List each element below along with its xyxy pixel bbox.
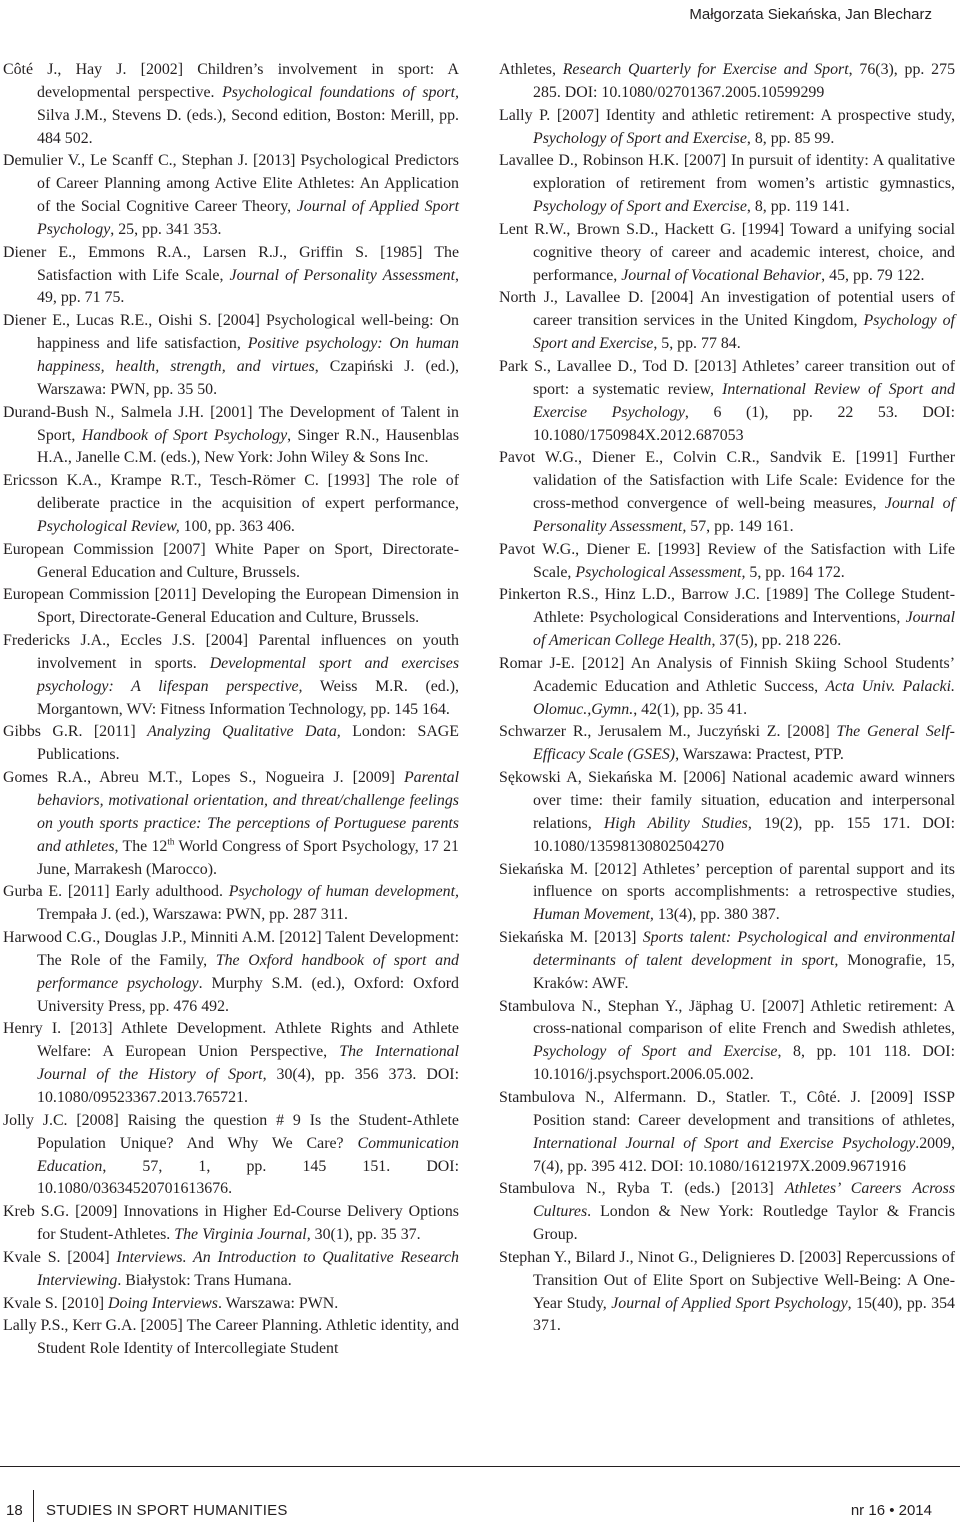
reference-title: Developmental sport and exercises psychology: A lifespan perspective, — [37, 654, 460, 695]
reference-text: Kvale S. [2004] — [3, 1248, 117, 1266]
reference-entry — [499, 287, 955, 356]
reference-text: 13(4), pp. 380 387. — [653, 906, 780, 924]
reference-text: 57, pp. 149 161. — [686, 517, 794, 535]
reference-entry — [3, 59, 459, 150]
reference-text: European Commission [2011] Developing the European Dimension in Sport, Directorate-General Education and Culture, Brussels. — [3, 586, 459, 627]
reference-entry — [3, 539, 459, 585]
reference-entry — [3, 584, 459, 630]
reference-entry — [499, 219, 955, 288]
reference-text: London: SAGE Publications. — [37, 723, 459, 764]
reference-text: Sękowski A, Siekańska M. [2006] National academic award winners over time: their family situation, education and interpersonal relations, — [499, 769, 955, 832]
reference-text: Pavot W.G., Diener E. [1993] Review of the Satisfaction with Life Scale, — [499, 540, 955, 581]
reference-entry — [3, 150, 459, 241]
reference-entry — [3, 1247, 459, 1293]
reference-title: Analyzing Qualitative Data, — [147, 723, 341, 741]
reference-text: . London & New York: Routledge Taylor & Francis Group. — [533, 1203, 955, 1244]
reference-title: Psychology of Sport and Exercise — [533, 312, 955, 353]
reference-text: Lavallee D., Robinson H.K. [2007] In pursuit of identity: A qualitative exploration of retirement from women’s artistic gymnastics, — [499, 152, 955, 193]
reference-entry — [3, 767, 459, 881]
reference-entry — [499, 1087, 955, 1178]
reference-title: Psychological Review, — [37, 517, 180, 535]
reference-text: , 8, pp. 85 99. — [746, 129, 835, 147]
reference-entry — [499, 859, 955, 928]
reference-text: Diener E., Lucas R.E., Oishi S. [2004] Psychological well-being: On happiness and life satisfaction, — [3, 312, 459, 353]
reference-text: Gurba E. [2011] Early adulthood. — [3, 883, 229, 901]
reference-title: Athletes’ Careers Across Cultures — [533, 1180, 955, 1221]
reference-title: Psychology of human development, — [228, 883, 459, 901]
reference-text: Côté J., Hay J. [2002] Children’s involvement in sport: A developmental perspective. — [3, 61, 459, 101]
issue-info: nr 16 • 2014 — [850, 1502, 932, 1519]
reference-title: Journal of American College Health — [533, 609, 955, 650]
reference-entry — [3, 402, 459, 471]
reference-title: Handbook of Sport Psychology — [81, 426, 288, 444]
reference-text: Demulier V., Le Scanff C., Stephan J. [2013] Psychological Predictors of Career Planning among Active Elite Athletes: An Application of the Social Cognitive Career Theory, — [3, 152, 459, 216]
reference-text: . Murphy S.M. (ed.), Oxford: Oxford University Press, pp. 476 492. — [37, 974, 460, 1015]
reference-text: , 19(2), pp. 155 171. DOI: 10.1080/13598130802504270 — [533, 814, 955, 855]
reference-entry — [3, 1315, 459, 1361]
reference-text: Henry I. [2013] Athlete Development. Athlete Rights and Athlete Welfare: A European Union Perspective, — [3, 1020, 459, 1061]
reference-title: International Journal of Sport and Exercise Psychology — [533, 1134, 916, 1152]
references-left-column — [3, 59, 459, 1361]
reference-text: Pinkerton R.S., Hinz L.D., Barrow J.C. [1989] The College Student-Athlete: Psychological Considerations and Interventions, — [499, 586, 955, 627]
reference-entry — [3, 470, 459, 539]
reference-title: The Oxford handbook of sport and performance psychology — [37, 951, 459, 992]
reference-entry — [499, 653, 955, 722]
reference-text: Siekańska M. [2012] Athletes’ perception of parental support and its influence on sports accomplishments: a retrospective studies, — [499, 860, 955, 901]
reference-text: Stephan Y., Bilard J., Ninot G., Delignieres D. [2003] Repercussions of Transition Out of Elite Sport on Subjective Well-Being: A One-Year Study, — [499, 1248, 955, 1312]
reference-entry — [3, 630, 459, 721]
reference-text: , 25, pp. 341 353. — [110, 220, 222, 238]
reference-title: Communication Education — [37, 1134, 459, 1175]
reference-text: , Singer R.N., Hausenblas H.A., Janelle C.M. (eds.), New York: John Wiley & Sons Inc. — [37, 426, 460, 467]
reference-text: Siekańska M. [2013] — [499, 929, 643, 947]
reference-title: Journal of Applied Sport Psychology — [611, 1294, 848, 1312]
reference-title: Acta Univ. Palacki. Olomuc.,Gymn. — [533, 677, 955, 718]
reference-text: , The 12 — [114, 837, 168, 855]
reference-text: . Warszawa: PWN. — [217, 1294, 339, 1312]
journal-name: STUDIES IN SPORT HUMANITIES — [46, 1502, 288, 1519]
reference-text: , 8, pp. 119 141. — [746, 198, 850, 216]
reference-entry — [3, 1018, 459, 1109]
reference-title: Psychological Assessment, — [575, 563, 746, 581]
reference-text: 30(4), pp. 356 373. DOI: 10.1080/09523367.2013.765721. — [37, 1066, 459, 1106]
reference-text: 100, pp. 363 406. — [179, 517, 295, 535]
reference-entry — [3, 1201, 459, 1247]
reference-title: Doing Interviews — [108, 1294, 218, 1312]
reference-title: Human Movement, — [533, 906, 654, 924]
reference-entry — [499, 59, 955, 105]
reference-entry — [499, 447, 955, 538]
reference-title: Interviews. An Introduction to Qualitative Research Interviewing — [37, 1248, 459, 1289]
reference-entry — [499, 539, 955, 585]
reference-title: The General Self-Efficacy Scale (GSES) — [533, 723, 955, 764]
references-right-column — [499, 59, 955, 1338]
reference-entry — [499, 996, 955, 1087]
reference-title: Psychological foundations of sport, — [222, 83, 459, 101]
reference-text: Diener E., Emmons R.A., Larsen R.J., Griffin S. [1985] The Satisfaction with Life Scale, — [3, 243, 459, 284]
running-header: Małgorzata Siekańska, Jan Blecharz — [689, 6, 932, 23]
reference-text: Trempała J. (ed.), Warszawa: PWN, pp. 287 311. — [37, 906, 349, 924]
reference-title: Sports talent: Psychological and environmental determinants of talent development in sport, — [533, 929, 955, 969]
reference-entry — [499, 105, 955, 151]
reference-title: Positive psychology: On human happiness, health, strength, and virtues — [37, 335, 459, 375]
reference-entry — [499, 584, 955, 653]
reference-text: Park S., Lavallee D., Tod D. [2013] Athletes’ career transition out of sport: a systematic review, — [499, 357, 955, 398]
reference-title: Journal of Vocational Behavior — [621, 266, 822, 284]
reference-entry — [3, 242, 459, 311]
reference-title: Parental behaviors, motivational orientation, and threat/challenge feelings on youth sports practice: The perceptions of Portuguese parents and athletes — [37, 769, 459, 855]
page-number: 18 — [6, 1502, 23, 1519]
reference-title: Psychology of Sport and Exercise — [533, 1043, 778, 1061]
reference-entry — [499, 1247, 955, 1338]
reference-text: , 45, pp. 79 122. — [821, 266, 925, 284]
reference-text: . Białystok: Trans Humana. — [117, 1271, 292, 1289]
reference-text: Gomes R.A., Abreu M.T., Lopes S., Nogueira J. [2009] — [3, 769, 404, 787]
reference-text: , 49, pp. 71 75. — [37, 266, 459, 307]
reference-text: World Congress of Sport Psychology, 17 21 June, Marrakesh (Marocco). — [37, 837, 459, 878]
reference-entry — [499, 356, 955, 447]
reference-text: Stambulova N., Stephan Y., Jäphag U. [2007] Athletic retirement: A cross-national comparison of elite French and Swedish athletes, — [499, 997, 955, 1038]
reference-title: Psychology of Sport and Exercise — [533, 198, 747, 216]
reference-text: North J., Lavallee D. [2004] An investigation of potential users of career transition services in the United Kingdom, — [499, 289, 955, 330]
reference-text: , 76(3), pp. 275 285. DOI: 10.1080/02701367.2005.10599299 — [533, 61, 956, 101]
reference-title: International Review of Sport and Exercise Psychology — [533, 380, 955, 421]
reference-entry — [3, 1110, 459, 1201]
reference-text: , Czapiński J. (ed.), Warszawa: PWN, pp. 35 50. — [37, 357, 459, 398]
reference-text: Kreb S.G. [2009] Innovations in Higher Ed-Course Delivery Options for Student-Athletes. — [3, 1203, 459, 1244]
reference-text: Stambulova N., Alfermann. D., Statler. T., Côté. J. [2009] ISSP Position stand: Career development and transitions of athletes, — [499, 1088, 955, 1129]
reference-text: Schwarzer R., Jerusalem M., Juczyński Z. [2008] — [499, 723, 837, 741]
reference-title: Journal of Applied Sport Psychology — [37, 198, 459, 238]
reference-entry — [3, 927, 459, 1018]
reference-entry — [3, 310, 459, 401]
reference-entry — [3, 721, 459, 767]
reference-entry — [3, 881, 459, 927]
reference-text: European Commission [2007] White Paper on Sport, Directorate-General Education and Culture, Brussels. — [3, 540, 459, 581]
reference-entry — [499, 150, 955, 219]
reference-text: Jolly J.C. [2008] Raising the question # 9 Is the Student-Athlete Population Unique? And Why We Care? — [3, 1111, 459, 1152]
reference-text: Romar J-E. [2012] An Analysis of Finnish Skiing School Students’ Academic Education and Athletic Success, — [499, 654, 955, 695]
reference-entry — [3, 1293, 459, 1316]
footer-separator — [33, 1490, 34, 1522]
reference-text: Lally P.S., Kerr G.A. [2005] The Career Planning. Athletic identity, and Student Role Identity of Intercollegiate Student — [3, 1317, 459, 1358]
reference-title: Journal of Personality Assessment — [229, 266, 456, 284]
reference-text: , 57, 1, pp. 145 151. DOI: 10.1080/03634520701613676. — [37, 1157, 459, 1198]
reference-text: Silva J.M., Stevens D. (eds.), Second edition, Boston: Merill, pp. 484 502. — [37, 106, 459, 147]
reference-title: Journal of Personality Assessment, — [533, 495, 955, 535]
reference-title: The International Journal of the History of Sport, — [37, 1043, 460, 1084]
reference-text: , 30(1), pp. 35 37. — [306, 1226, 421, 1244]
reference-text: Gibbs G.R. [2011] — [3, 723, 148, 741]
reference-text: Pavot W.G., Diener E., Colvin C.R., Sandvik E. [1991] Further validation of the Satisfaction with Life Scale: Evidence for the cross-method convergence of well-being measures, — [499, 449, 955, 513]
reference-text: Weiss M.R. (ed.), Morgantown, WV: Fitness Information Technology, pp. 145 164. — [37, 677, 459, 718]
reference-entry — [499, 721, 955, 767]
reference-text: Lent R.W., Brown S.D., Hackett G. [1994] Toward a unifying social cognitive theory of career and academic interest, choice, and performance, — [499, 220, 955, 284]
reference-text: , Warszawa: Practest, PTP. — [675, 746, 844, 764]
reference-title: High Ability Studies — [603, 814, 748, 832]
reference-text: , 42(1), pp. 35 41. — [633, 700, 748, 718]
reference-text: , 37(5), pp. 218 226. — [711, 632, 842, 650]
reference-text: 5, pp. 164 172. — [745, 563, 845, 581]
reference-text: , 6 (1), pp. 22 53. DOI: 10.1080/1750984X.2012.687053 — [533, 403, 955, 444]
reference-text: Lally P. [2007] Identity and athletic retirement: A prospective study, — [499, 106, 955, 124]
reference-text: , 8, pp. 101 118. DOI: 10.1016/j.psychsport.2006.05.002. — [533, 1043, 955, 1084]
reference-title: Psychology of Sport and Exercise — [533, 129, 747, 147]
reference-text: Athletes, — [499, 61, 563, 78]
reference-text: Ericsson K.A., Krampe R.T., Tesch-Römer C. [1993] The role of deliberate practice in the acquisition of expert performance, — [3, 472, 459, 513]
reference-title: The Virginia Journal — [174, 1226, 307, 1244]
reference-text: Kvale S. [2010] — [3, 1294, 109, 1312]
reference-entry — [499, 767, 955, 858]
reference-entry — [499, 1178, 955, 1247]
reference-text: , 15(40), pp. 354 371. — [533, 1294, 955, 1335]
reference-text: Monografie, 15, Kraków: AWF. — [533, 951, 955, 992]
reference-text: Fredericks J.A., Eccles J.S. [2004] Parental influences on youth involvement in sports. — [3, 632, 459, 672]
footer-rule — [0, 1466, 960, 1467]
reference-text: Durand-Bush N., Salmela J.H. [2001] The Development of Talent in Sport, — [3, 403, 459, 444]
reference-text: Stambulova N., Ryba T. (eds.) [2013] — [499, 1180, 785, 1198]
reference-entry — [499, 927, 955, 996]
reference-title: Research Quarterly for Exercise and Sport — [562, 61, 849, 78]
reference-text: Harwood C.G., Douglas J.P., Minniti A.M. [2012] Talent Development: The Role of the Family, — [3, 929, 459, 969]
reference-text: , 5, pp. 77 84. — [653, 335, 741, 353]
reference-text: .2009, 7(4), pp. 395 412. DOI: 10.1080/1612197X.2009.9671916 — [533, 1134, 955, 1175]
reference-text: th — [167, 836, 175, 847]
